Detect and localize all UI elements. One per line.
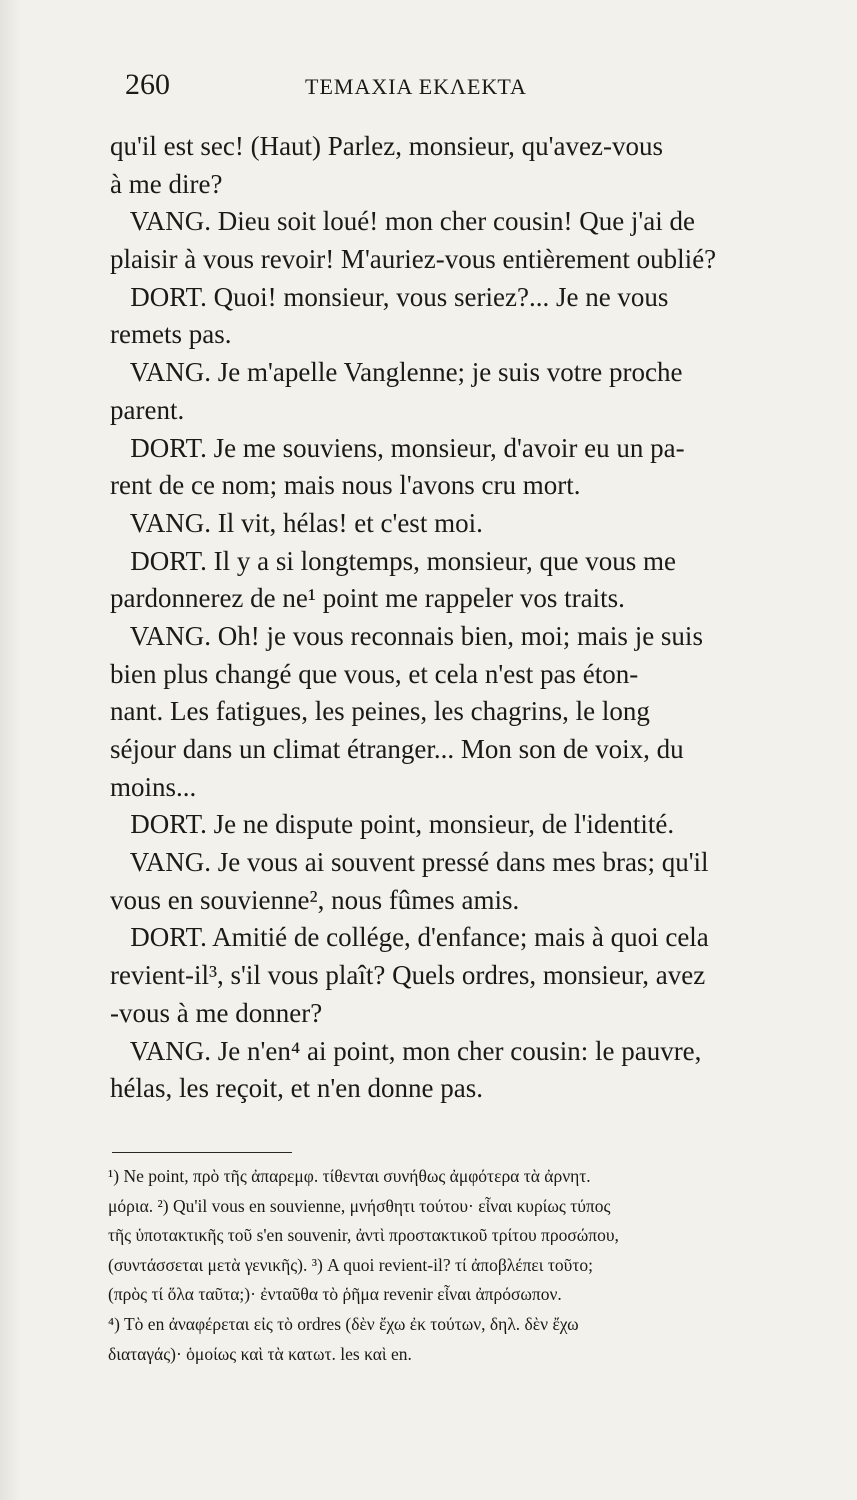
text-line: à me dire? — [110, 168, 223, 199]
text-line: moins... — [110, 771, 197, 802]
page-header — [125, 68, 825, 108]
text-line: DORT. Il y a si longtemps, monsieur, que vous me — [110, 545, 676, 576]
text-line: remets pas. — [110, 319, 232, 350]
text-line: nant. Les fatigues, les peines, les chagrins, le long — [110, 696, 650, 727]
footnotes — [108, 1162, 833, 1369]
running-title: ΤΕΜΑΧΙΑ ΕΚΛΕΚΤΑ — [305, 74, 527, 99]
text-line: parent. — [110, 394, 185, 425]
footnote-line: ¹) Ne point, πρὸ τῆς ἀπαρεμφ. τίθενται συνήθως ἀμφότερα τὰ ἀρνητ. — [108, 1166, 591, 1186]
footnote-line: τῆς ὑποτακτικῆς τοῦ s'en souvenir, ἀντὶ προστακτικοῦ τρίτου προσώπου, — [108, 1225, 619, 1246]
footnote-line: μόρια. ²) Qu'il vous en souvienne, μνήσθητι τούτου· εἶναι κυρίως τύπος — [108, 1195, 611, 1216]
text-line: plaisir à vous revoir! M'auriez-vous entièrement oublié? — [110, 244, 717, 275]
footnote-line: διαταγάς)· ὁμοίως καὶ τὰ κατωτ. les καὶ en. — [108, 1343, 412, 1364]
footnote-line: ⁴) Τὸ en ἀναφέρεται εἰς τὸ ordres (δὲν ἔχω ἐκ τούτων, δηλ. δὲν ἔχω — [108, 1313, 579, 1334]
text-line: VANG. Oh! je vous reconnais bien, moi; mais je suis — [110, 620, 703, 651]
text-line: DORT. Quoi! monsieur, vous seriez?... Je ne vous — [110, 281, 669, 312]
text-line: VANG. Il vit, hélas! et c'est moi. — [110, 507, 483, 538]
text-line: VANG. Je n'en⁴ ai point, mon cher cousin: le pauvre, — [110, 1035, 702, 1066]
text-line: pardonnerez de ne¹ point me rappeler vos traits. — [110, 583, 625, 614]
text-line: DORT. Je ne dispute point, monsieur, de l'identité. — [110, 809, 675, 840]
text-line: -vous à me donner? — [110, 997, 323, 1028]
page-number: 260 — [125, 68, 170, 101]
text-line: VANG. Je m'apelle Vanglenne; je suis votre proche — [110, 357, 683, 388]
text-line: séjour dans un climat étranger... Mon son de voix, du — [110, 734, 684, 764]
text-line: VANG. Je vous ai souvent pressé dans mes bras; qu'il — [110, 847, 709, 878]
body-text — [110, 128, 830, 1108]
text-line: VANG. Dieu soit loué! mon cher cousin! Que j'ai de — [110, 206, 696, 237]
text-line: bien plus changé que vous, et cela n'est pas éton- — [110, 658, 639, 689]
text-line: vous en souvienne², nous fûmes amis. — [110, 884, 520, 915]
text-line: revient-il³, s'il vous plaît? Quels ordres, monsieur, avez — [110, 960, 706, 991]
page-spine-shadow — [0, 0, 22, 1500]
text-line: rent de ce nom; mais nous l'avons cru mort. — [110, 470, 581, 501]
text-line: DORT. Amitié de collége, d'enfance; mais à quoi cela — [110, 922, 709, 953]
footnote-line: (πρὸς τί ὅλα ταῦτα;)· ἐνταῦθα τὸ ῥῆμα revenir εἶναι ἀπρόσωπον. — [108, 1284, 562, 1305]
text-line: DORT. Je me souviens, monsieur, d'avoir eu un pa- — [110, 432, 685, 463]
text-line: qu'il est sec! (Haut) Parlez, monsieur, qu'avez-vous — [110, 131, 663, 161]
footnote-line: (συντάσσεται μετὰ γενικῆς). ³) A quoi revient-il? τί ἀποβλέπει τοῦτο; — [108, 1254, 593, 1275]
text-line: hélas, les reçoit, et n'en donne pas. — [110, 1073, 483, 1104]
footnote-rule — [112, 1152, 292, 1153]
